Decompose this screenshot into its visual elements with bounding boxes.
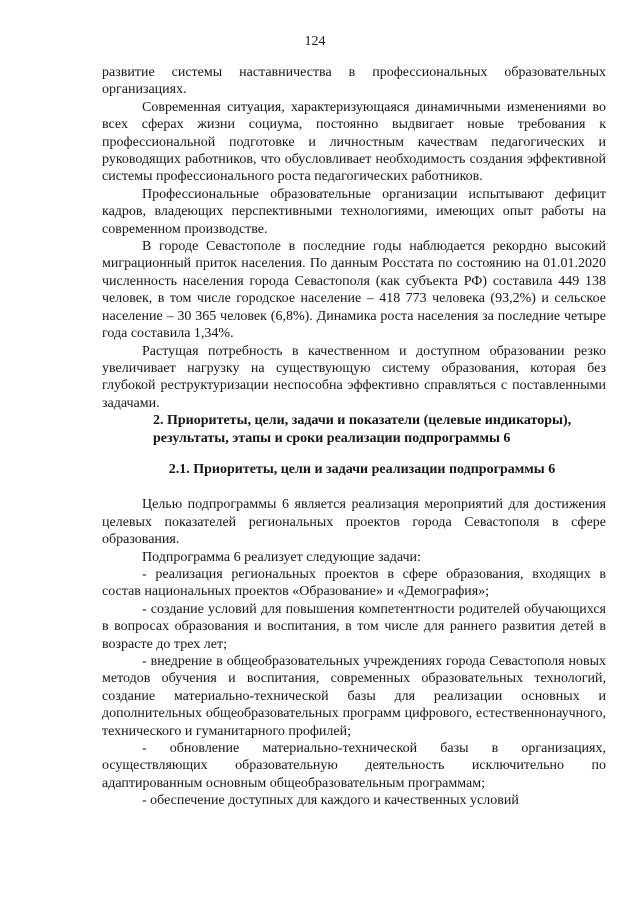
list-item: - обеспечение доступных для каждого и качественных условий xyxy=(142,793,519,809)
paragraph: В городе Севастополе в последние годы наблюдается рекордно высокий миграционный приток населения. По данным Росстата по состоянию на 01.01.2020 численность населения города Севастополя (как субъекта РФ) составила 449 138 человек, в том числе городское население – 418 773 человека (93,2%) и сельское население – 30 365 человек (6,8%). Динамика роста населения за последние четыре года составила 1,34%. xyxy=(102,239,606,342)
list-item: - создание условий для повышения компетентности родителей обучающихся в вопросах образования и воспитания, в том числе для раннего развития детей в возрасте до трех лет; xyxy=(102,601,606,652)
goal-paragraph: Целью подпрограммы 6 является реализация мероприятий для достижения целевых показателей региональных проектов города Севастополя в сфере образования. xyxy=(102,497,606,548)
page-number: 124 xyxy=(304,34,326,49)
document-body xyxy=(102,64,606,810)
list-item: - реализация региональных проектов в сфере образования, входящих в состав национальных проектов «Образование» и «Демография»; xyxy=(102,566,606,600)
paragraph: Современная ситуация, характеризующаяся динамичными изменениями во всех сферах жизни социума, постоянно выдвигает новые требования к профессиональной подготовке и личностным качествам педагогических и руководящих работников, что обусловливает необходимость создания эффективной системы профессионального роста педагогических работников. xyxy=(102,99,606,185)
list-item: - внедрение в общеобразовательных учреждениях города Севастополя новых методов обучения и воспитания, современных образовательных технологий, создание материально-технической базы для реализации основных и дополнительных общеобразовательных программ цифрового, естественнонаучного, технического и гуманитарного профилей; xyxy=(102,654,606,739)
paragraph: развитие системы наставничества в профессиональных образовательных организациях. xyxy=(102,65,606,98)
section-heading: 2. Приоритеты, цели, задачи и показатели (целевые индикаторы), результаты, этапы и сроки реализации подпрограммы 6 xyxy=(153,413,572,446)
paragraph: Профессиональные образовательные организации испытывают дефицит кадров, владеющих перспективными технологиями, имеющих опыт работы на современном производстве. xyxy=(102,186,606,237)
list-item: - обновление материально-технической базы в организациях, осуществляющих образовательную деятельность исключительно по адаптированным основным общеобразовательным программам; xyxy=(102,741,606,791)
paragraph: Растущая потребность в качественном и доступном образовании резко увеличивает нагрузку на существующую систему образования, которая без глубокой реструктуризации неспособна эффективно справляться с поставленными задачами. xyxy=(102,343,606,411)
tasks-intro: Подпрограмма 6 реализует следующие задачи: xyxy=(142,549,421,565)
subsection-heading: 2.1. Приоритеты, цели и задачи реализации подпрограммы 6 xyxy=(168,461,556,477)
